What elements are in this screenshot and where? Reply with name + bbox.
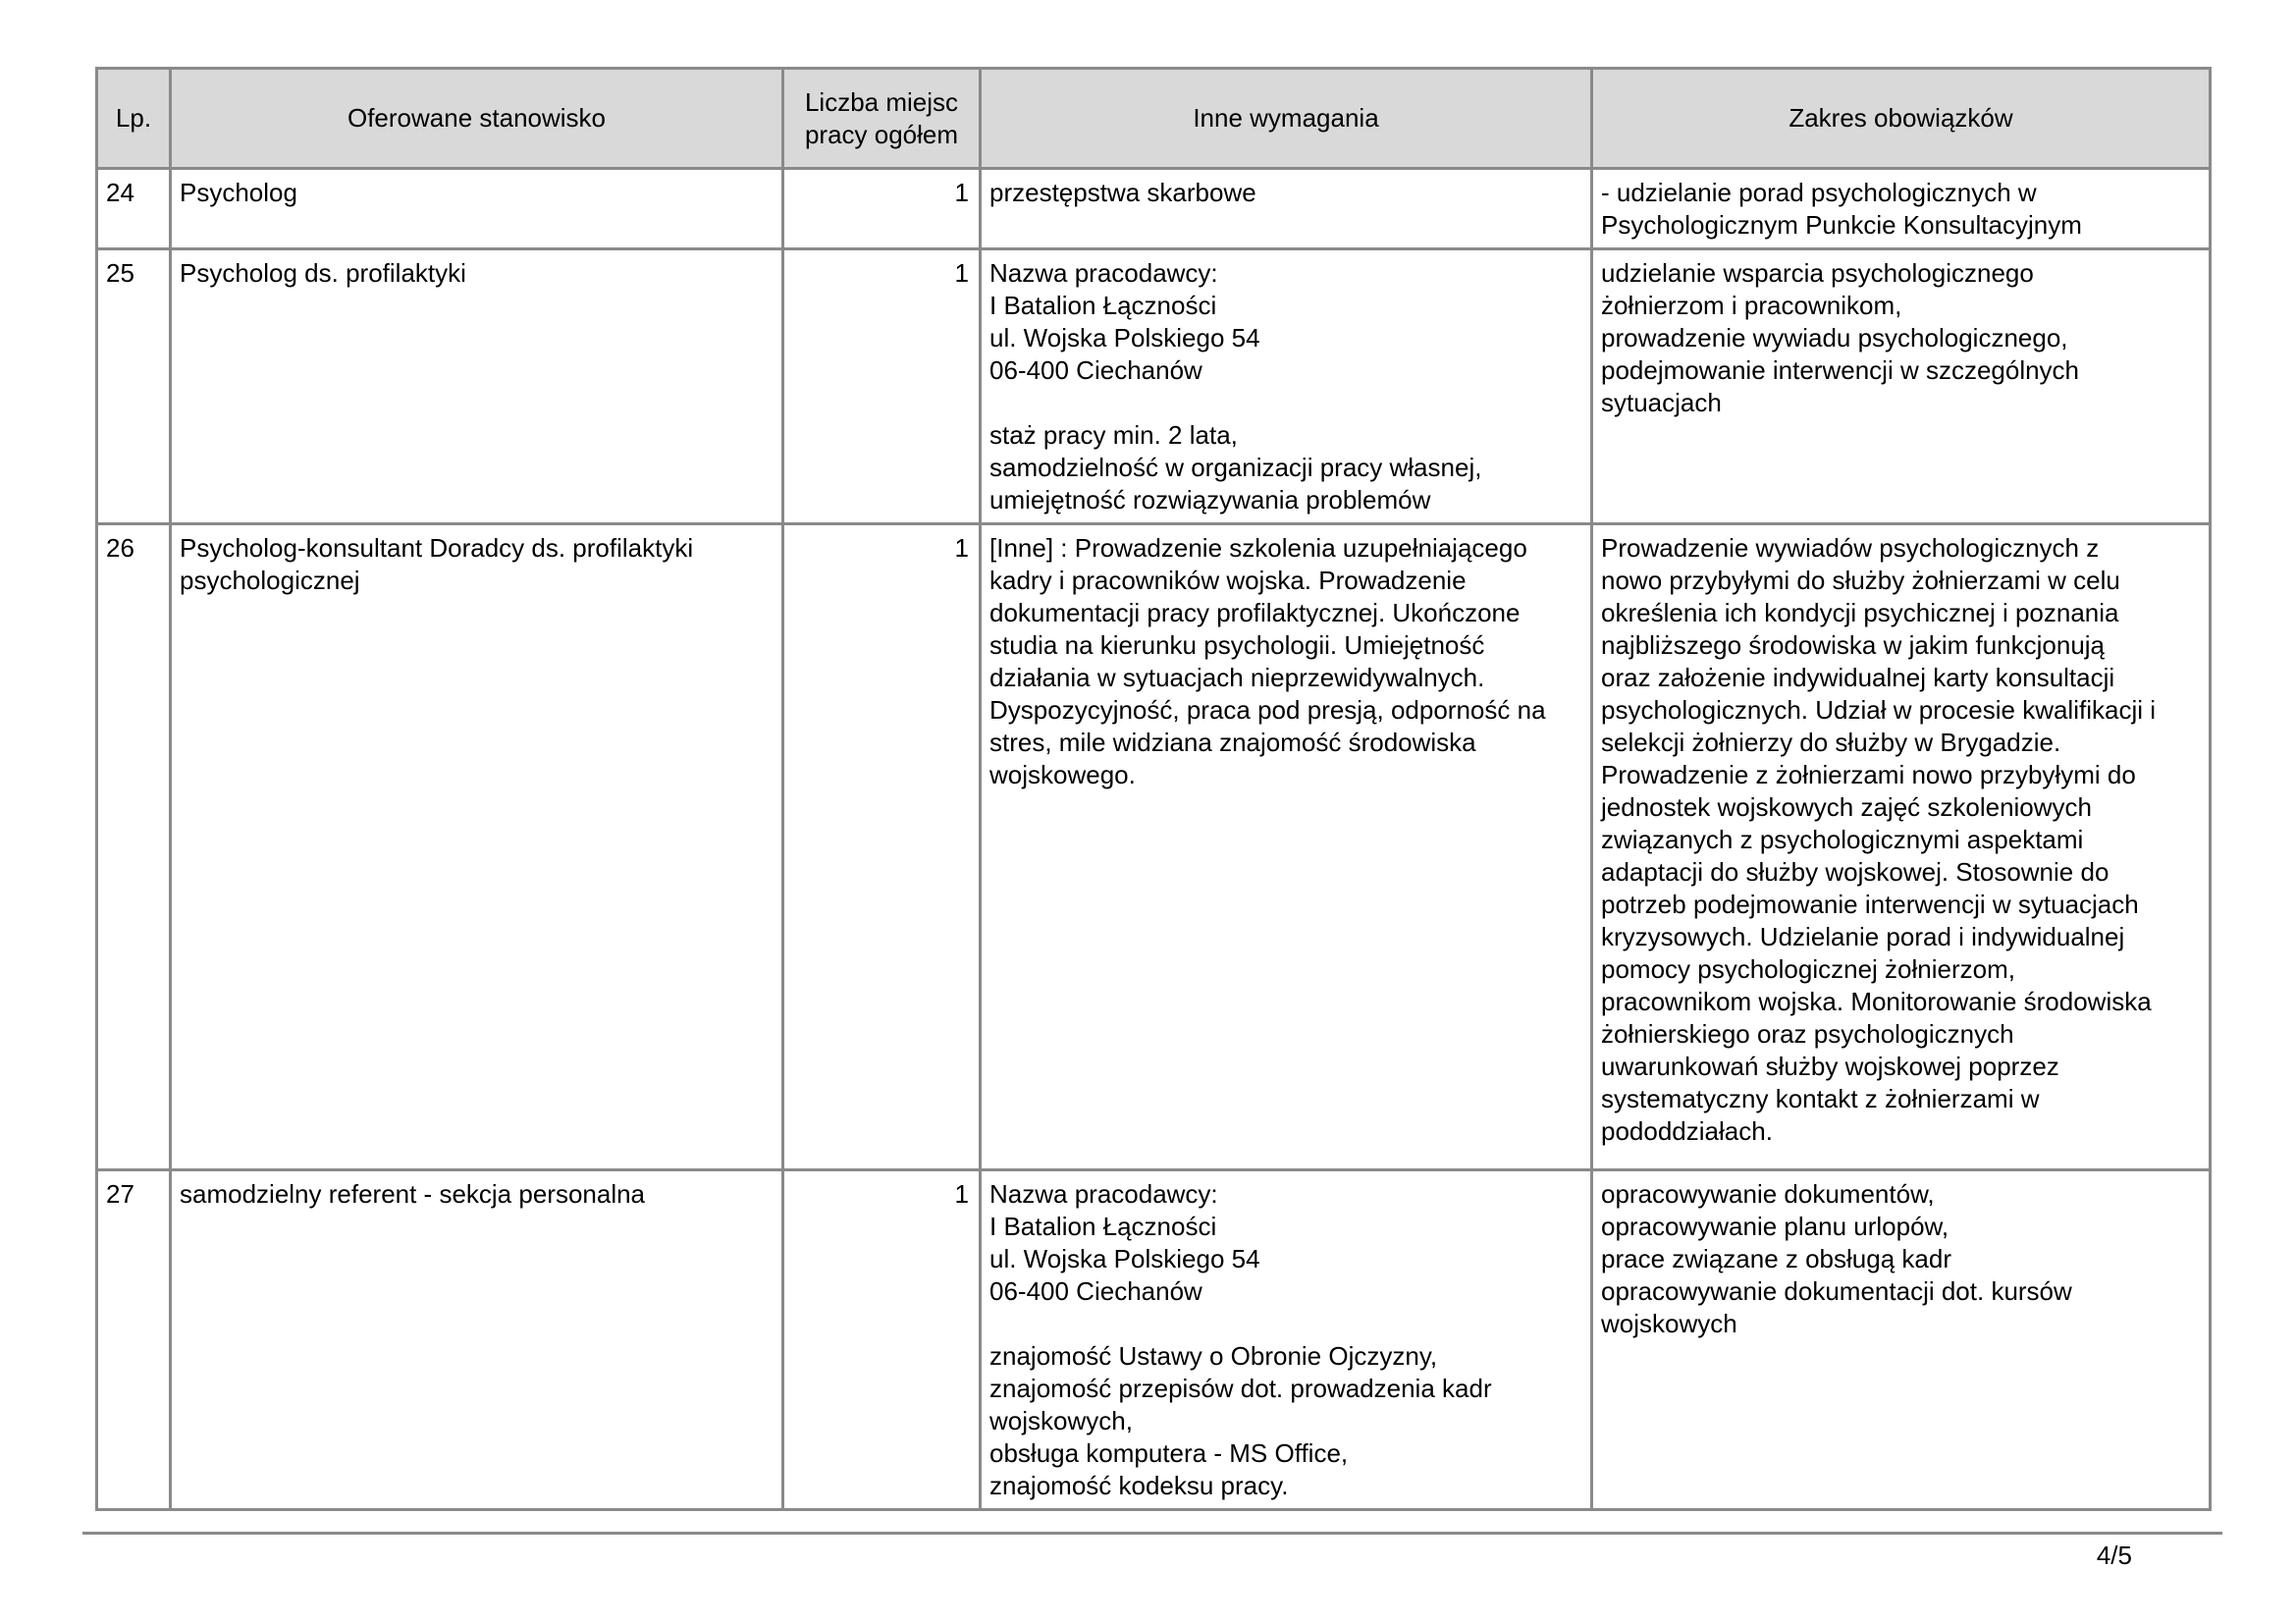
- row-lp: 27: [97, 1170, 171, 1510]
- row-position: [171, 524, 783, 1170]
- table-row: [97, 249, 2211, 524]
- requirements-paragraph: [Inne] : Prowadzenie szkolenia uzupełniającego kadry i pracowników wojska. Prowadzenie dokumentacji pracy profilaktycznej. Ukończone studia na kierunku psychologii. Umiejętność działania w sytuacjach nieprzewidywalnych. Dyspozycyjność, praca pod presją, odporność na stres, mile widziana znajomość środowiska wojskowego.: [989, 533, 1546, 789]
- header-count: [783, 69, 981, 169]
- row-position: [171, 169, 783, 249]
- table-header-row: [97, 69, 2211, 169]
- row-position: [171, 1170, 783, 1510]
- header-count-label: Liczba miejsc pracy ogółem: [804, 86, 959, 149]
- row-position: [171, 249, 783, 524]
- row-lp: 25: [97, 249, 171, 524]
- position-text: Psycholog ds. profilaktyki: [180, 258, 466, 288]
- row-duties: [1592, 249, 2211, 524]
- requirements-paragraph: przestępstwa skarbowe: [989, 178, 1256, 207]
- duties-text: opracowywanie dokumentów, opracowywanie planu urlopów, prace związane z obsługą kadr opracowywanie dokumentacji dot. kursów wojskowych: [1601, 1179, 2072, 1338]
- position-text: Psycholog-konsultant Doradcy ds. profilaktyki psychologicznej: [180, 533, 694, 595]
- row-lp: 24: [97, 169, 171, 249]
- duties-text: udzielanie wsparcia psychologicznego żołnierzom i pracownikom, prowadzenie wywiadu psychologicznego, podejmowanie interwencji w szczególnych sytuacjach: [1601, 258, 2080, 417]
- row-duties: [1592, 169, 2211, 249]
- row-duties: [1592, 524, 2211, 1170]
- requirements-paragraph: znajomość Ustawy o Obronie Ojczyzny, znajomość przepisów dot. prowadzenia kadr wojskowych, obsługa komputera - MS Office, znajomość kodeksu pracy.: [989, 1341, 1492, 1500]
- row-requirements: [981, 169, 1592, 249]
- requirements-paragraph: staż pracy min. 2 lata, samodzielność w organizacji pracy własnej, umiejętność rozwiązywania problemów: [989, 420, 1482, 514]
- row-count: 1: [783, 524, 981, 1170]
- employer-address: Nazwa pracodawcy: I Batalion Łączności ul. Wojska Polskiego 54 06-400 Ciechanów: [989, 258, 1260, 385]
- position-text: samodzielny referent - sekcja personalna: [180, 1179, 646, 1209]
- row-requirements: [981, 524, 1592, 1170]
- row-count: 1: [783, 1170, 981, 1510]
- employer-address: Nazwa pracodawcy: I Batalion Łączności ul. Wojska Polskiego 54 06-400 Ciechanów: [989, 1179, 1260, 1306]
- position-text: Psycholog: [180, 178, 297, 207]
- header-requirements: Inne wymagania: [981, 69, 1592, 169]
- page-number: 4/5: [2096, 1541, 2132, 1570]
- table-row: [97, 169, 2211, 249]
- row-duties: [1592, 1170, 2211, 1510]
- header-lp: Lp.: [97, 69, 171, 169]
- table-row: [97, 1170, 2211, 1510]
- header-position: Oferowane stanowisko: [171, 69, 783, 169]
- duties-text: Prowadzenie wywiadów psychologicznych z nowo przybyłymi do służby żołnierzami w celu określenia ich kondycji psychicznej i poznania najbliższego środowiska w jakim funkcjonują oraz założenie indywidualnej karty konsultacji psychologicznych. Udział w procesie kwalifikacji i selekcji żołnierzy do służby w Brygadzie. Prowadzenie z żołnierzami nowo przybyłymi do jednostek wojskowych zajęć szkoleniowych związanych z psychologicznymi aspektami adaptacji do służby wojskowej. Stosownie do potrzeb podejmowanie interwencji w sytuacjach kryzysowych. Udzielanie porad i indywidualnej pomocy psychologicznej żołnierzom, pracownikom wojska. Monitorowanie środowiska żołnierskiego oraz psychologicznych uwarunkowań służby wojskowej poprzez systematyczny kontakt z żołnierzami w pododdziałach.: [1601, 533, 2156, 1146]
- footer-divider: [82, 1532, 2222, 1535]
- header-duties: Zakres obowiązków: [1592, 69, 2211, 169]
- table-row: [97, 524, 2211, 1170]
- duties-text: - udzielanie porad psychologicznych w Psychologicznym Punkcie Konsultacyjnym: [1601, 178, 2082, 240]
- row-lp: 26: [97, 524, 171, 1170]
- row-count: 1: [783, 169, 981, 249]
- job-offers-table: [95, 67, 2212, 1511]
- row-count: 1: [783, 249, 981, 524]
- row-requirements: [981, 1170, 1592, 1510]
- row-requirements: [981, 249, 1592, 524]
